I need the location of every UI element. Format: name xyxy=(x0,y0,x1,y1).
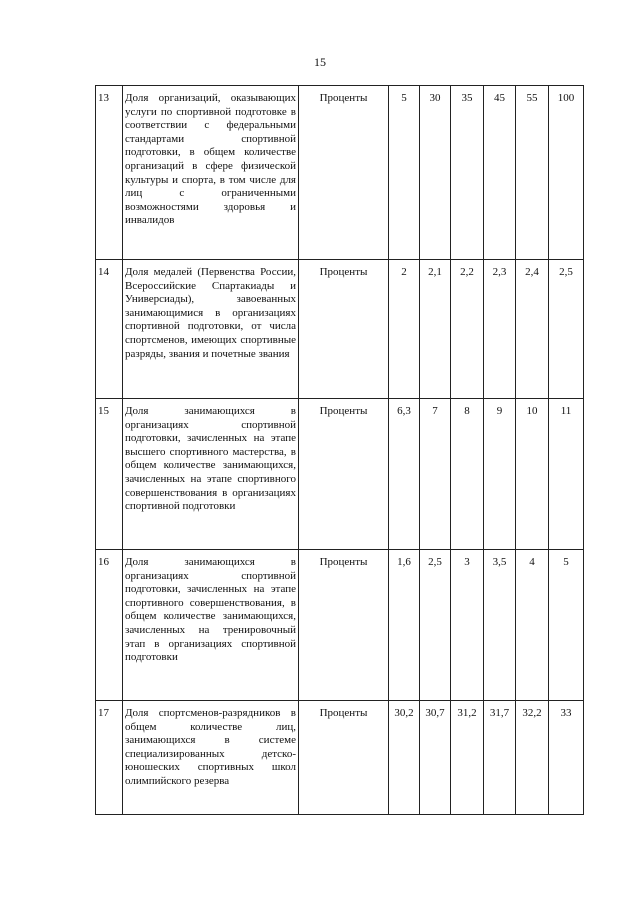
value-cell: 6,3 xyxy=(389,399,420,550)
value-cell: 8 xyxy=(451,399,484,550)
row-number: 14 xyxy=(96,260,123,399)
value-cell: 45 xyxy=(484,86,516,260)
page-number: 15 xyxy=(314,55,326,69)
row-number: 17 xyxy=(96,701,123,815)
value-cell: 2,5 xyxy=(420,550,451,701)
value-cell: 4 xyxy=(516,550,549,701)
value-cell: 2 xyxy=(389,260,420,399)
value-cell: 100 xyxy=(549,86,584,260)
value-cell: 2,2 xyxy=(451,260,484,399)
row-number: 13 xyxy=(96,86,123,260)
value-cell: 5 xyxy=(549,550,584,701)
indicator-description: Доля медалей (Первенства России, Всероссийские Спартакиады и Универсиады), завоеванных занимающимися в организациях спортивной подготовки, от числа спортсменов, имеющих спортивные разряды, звания и почетные звания xyxy=(123,260,299,399)
value-cell: 3,5 xyxy=(484,550,516,701)
row-number: 15 xyxy=(96,399,123,550)
value-cell: 30 xyxy=(420,86,451,260)
value-cell: 30,7 xyxy=(420,701,451,815)
value-cell: 2,1 xyxy=(420,260,451,399)
indicator-description: Доля занимающихся в организациях спортивной подготовки, зачисленных на этапе спортивного совершенствования, в общем количестве занимающихся, зачисленных на тренировочный этап в организациях спортивной подготовки xyxy=(123,550,299,701)
value-cell: 2,5 xyxy=(549,260,584,399)
unit-cell: Проценты xyxy=(299,86,389,260)
row-number: 16 xyxy=(96,550,123,701)
table-row xyxy=(96,550,584,701)
value-cell: 9 xyxy=(484,399,516,550)
value-cell: 55 xyxy=(516,86,549,260)
indicator-description: Доля занимающихся в организациях спортивной подготовки, зачисленных на этапе высшего спортивного мастерства, в общем количестве занимающихся, зачисленных на этапе спортивного совершенствования в организациях спортивной подготовки xyxy=(123,399,299,550)
indicator-description: Доля спортсменов-разрядников в общем количестве лиц, занимающихся в системе специализированных детско-юношеских спортивных школ олимпийского резерва xyxy=(123,701,299,815)
indicators-table xyxy=(95,85,584,815)
value-cell: 5 xyxy=(389,86,420,260)
value-cell: 32,2 xyxy=(516,701,549,815)
value-cell: 2,4 xyxy=(516,260,549,399)
table-row xyxy=(96,399,584,550)
table-row xyxy=(96,701,584,815)
value-cell: 33 xyxy=(549,701,584,815)
table-row xyxy=(96,260,584,399)
indicator-description: Доля организаций, оказывающих услуги по спортивной подготовке в соответствии с федеральными стандартами спортивной подготовки, в общем количестве организаций в сфере физической культуры и спорта, в том числе для лиц с ограниченными возможностями здоровья и инвалидов xyxy=(123,86,299,260)
table-row xyxy=(96,86,584,260)
unit-cell: Проценты xyxy=(299,399,389,550)
value-cell: 3 xyxy=(451,550,484,701)
value-cell: 1,6 xyxy=(389,550,420,701)
value-cell: 11 xyxy=(549,399,584,550)
value-cell: 35 xyxy=(451,86,484,260)
value-cell: 2,3 xyxy=(484,260,516,399)
value-cell: 31,2 xyxy=(451,701,484,815)
value-cell: 30,2 xyxy=(389,701,420,815)
value-cell: 31,7 xyxy=(484,701,516,815)
value-cell: 10 xyxy=(516,399,549,550)
unit-cell: Проценты xyxy=(299,550,389,701)
value-cell: 7 xyxy=(420,399,451,550)
unit-cell: Проценты xyxy=(299,260,389,399)
unit-cell: Проценты xyxy=(299,701,389,815)
